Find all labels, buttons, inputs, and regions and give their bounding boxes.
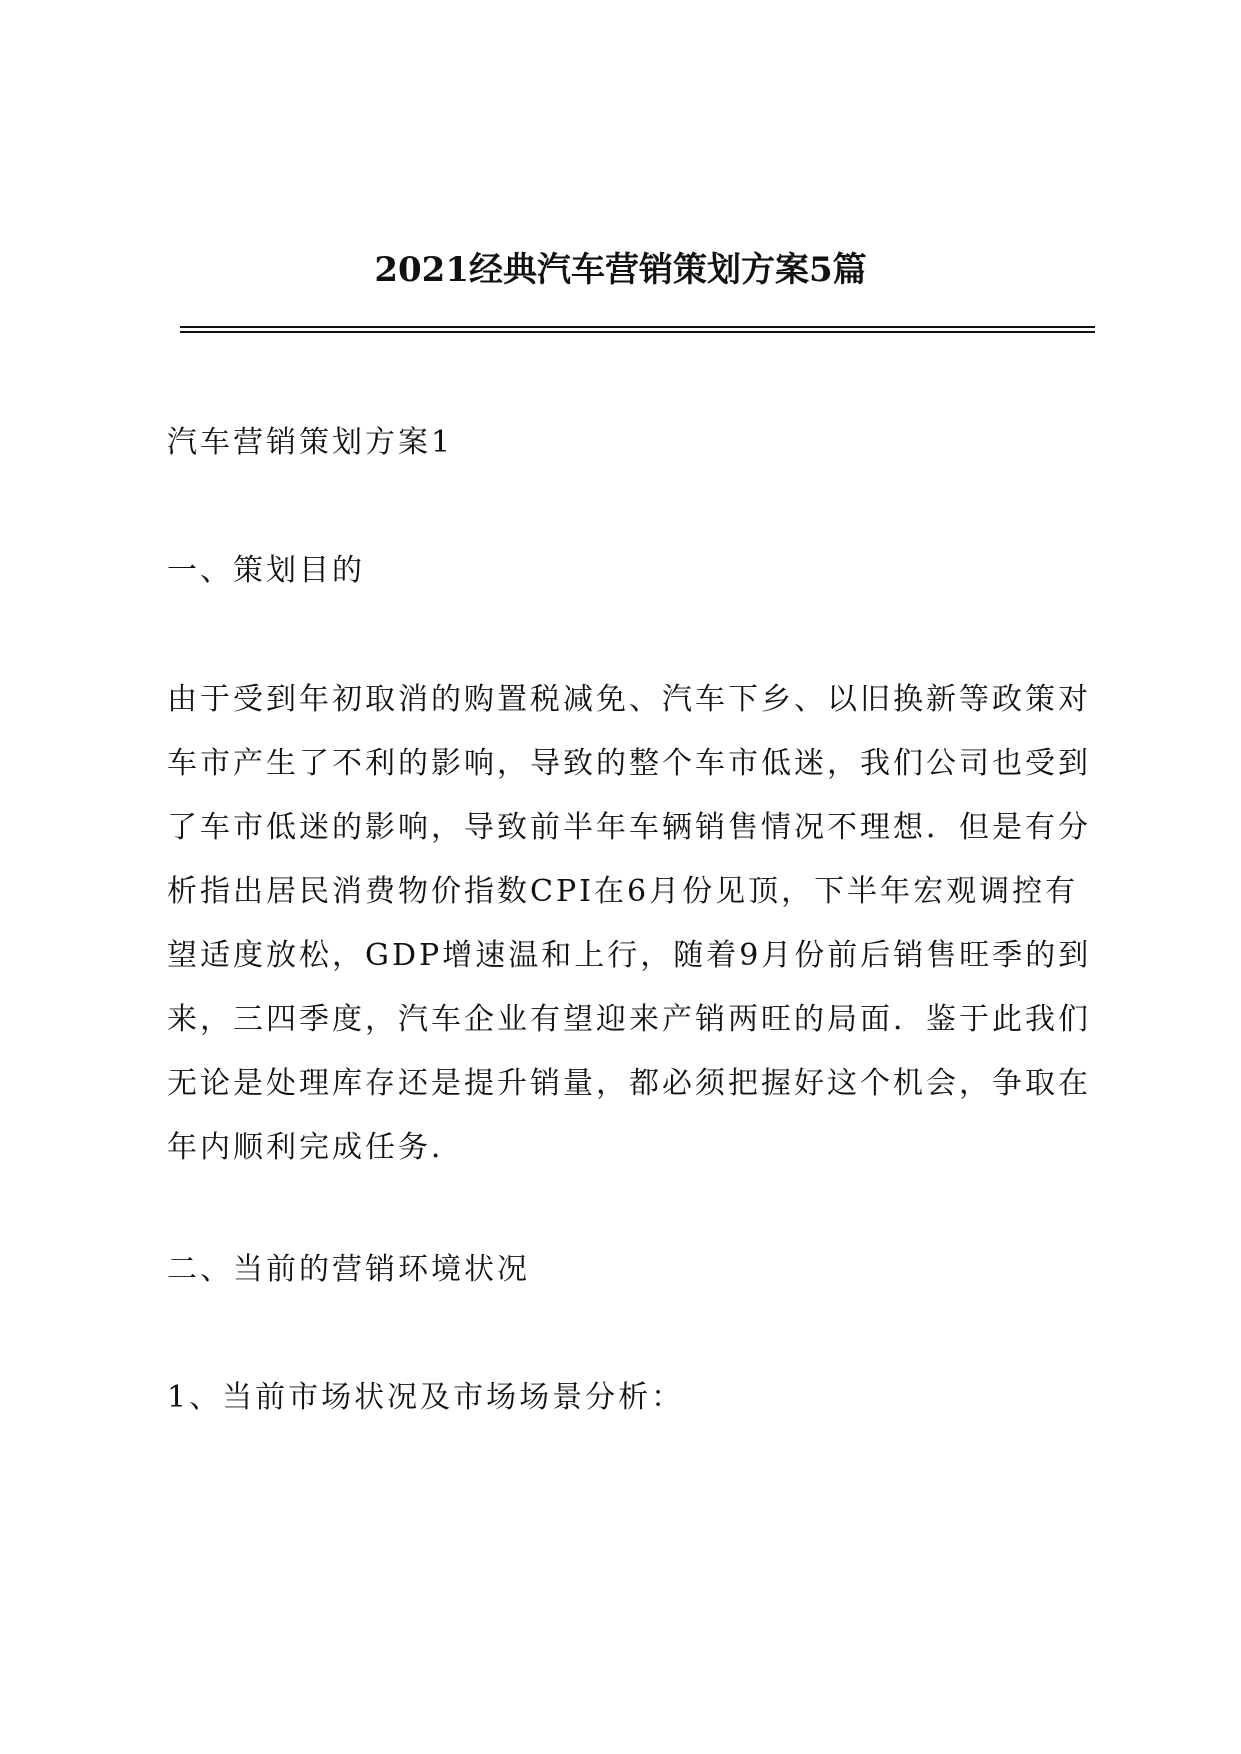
section-title: 汽车营销策划方案1 bbox=[167, 425, 454, 460]
paragraph-line: 车市产生了不利的影响，导致的整个车市低迷，我们公司也受到 bbox=[167, 746, 1091, 781]
paragraph-line: 望适度放松，GDP增速温和上行，随着9月份前后销售旺季的到 bbox=[167, 938, 1092, 973]
paragraph-line: 来，三四季度，汽车企业有望迎来产销两旺的局面．鉴于此我们 bbox=[167, 1002, 1091, 1037]
title-rule-top-line bbox=[180, 326, 1095, 328]
paragraph-planning-purpose bbox=[167, 682, 1097, 1194]
title-double-rule bbox=[180, 326, 1095, 333]
paragraph-line: 年内顺利完成任务． bbox=[167, 1130, 464, 1165]
paragraph-line: 由于受到年初取消的购置税减免、汽车下乡、以旧换新等政策对 bbox=[167, 682, 1091, 717]
subheading-market-analysis: 1、当前市场状况及市场场景分析： bbox=[167, 1380, 685, 1415]
paragraph-line: 无论是处理库存还是提升销量，都必须把握好这个机会，争取在 bbox=[167, 1066, 1091, 1101]
heading-planning-purpose: 一、策划目的 bbox=[167, 553, 365, 588]
paragraph-line: 析指出居民消费物价指数CPI在6月份见顶，下半年宏观调控有 bbox=[167, 874, 1079, 909]
heading-marketing-environment: 二、当前的营销环境状况 bbox=[167, 1252, 530, 1287]
document-title: 2021经典汽车营销策划方案5篇 bbox=[374, 250, 867, 290]
paragraph-line: 了车市低迷的影响，导致前半年车辆销售情况不理想．但是有分 bbox=[167, 810, 1091, 845]
title-rule-bottom-line bbox=[180, 331, 1095, 333]
